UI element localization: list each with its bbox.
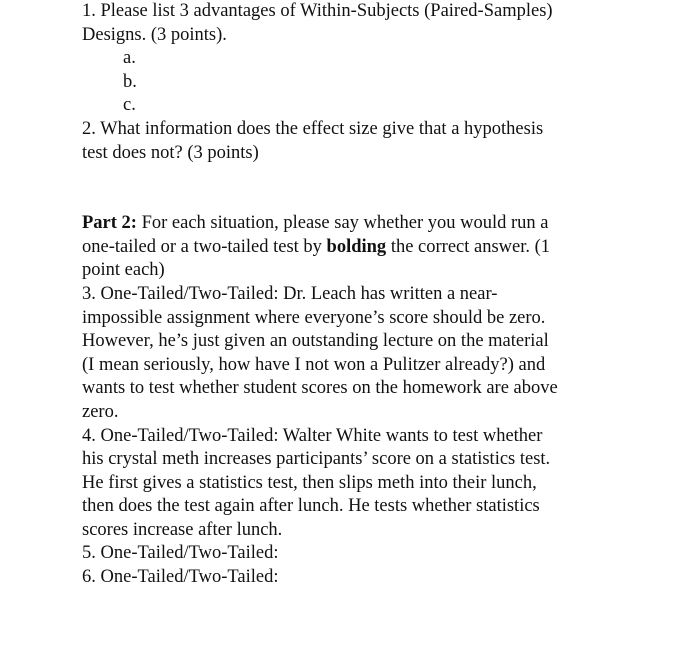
question-4-line: scores increase after lunch. [82, 519, 283, 540]
question-2-line-2: test does not? (3 points) [82, 142, 259, 163]
part-2-label: Part 2: [82, 213, 137, 234]
question-3-line: (I mean seriously, how have I not won a Pulitzer already?) and [82, 354, 546, 375]
question-4-line: He first gives a statistics test, then slips meth into their lunch, [82, 472, 537, 493]
part-2-intro [82, 212, 642, 283]
question-3-line: 3. One-Tailed/Two-Tailed: Dr. Leach has written a near- [82, 283, 498, 304]
part-2-line-1 [82, 212, 642, 236]
bolding-emphasis: bolding [326, 236, 387, 257]
question-6: 6. One-Tailed/Two-Tailed: [82, 567, 279, 588]
answer-a-label: a. [123, 48, 136, 69]
question-3-line: However, he’s just given an outstanding lecture on the material [82, 331, 549, 352]
question-2-line-1: 2. What information does the effect size give that a hypothesis [82, 118, 544, 139]
question-1-line-2: Designs. (3 points). [82, 24, 227, 45]
question-1-line-1: 1. Please list 3 advantages of Within-Subjects (Paired-Samples) [82, 1, 553, 21]
question-3 [82, 283, 642, 425]
question-3-line: impossible assignment where everyone’s score should be zero. [82, 307, 546, 328]
question-1 [82, 0, 642, 118]
document-body [82, 0, 642, 590]
part-2-line-2-post: the correct answer. (1 [386, 236, 551, 257]
part-2-line-1-text: For each situation, please say whether you would run a [136, 213, 549, 234]
part-2-line-2 [82, 236, 642, 260]
part-2-line-3: point each) [82, 260, 165, 281]
answer-b-label: b. [123, 71, 137, 92]
question-3-line: wants to test whether student scores on the homework are above [82, 378, 558, 399]
part-2-line-2-pre: one-tailed or a two-tailed test by [82, 236, 327, 257]
question-3-line: zero. [82, 401, 119, 422]
question-4-line: his crystal meth increases participants’ score on a statistics test. [82, 449, 551, 470]
question-4-line: then does the test again after lunch. He tests whether statistics [82, 496, 540, 517]
answer-c-label: c. [123, 95, 136, 116]
question-2 [82, 118, 642, 165]
question-4-line: 4. One-Tailed/Two-Tailed: Walter White wants to test whether [82, 425, 543, 446]
question-4 [82, 425, 642, 543]
question-5: 5. One-Tailed/Two-Tailed: [82, 543, 279, 564]
